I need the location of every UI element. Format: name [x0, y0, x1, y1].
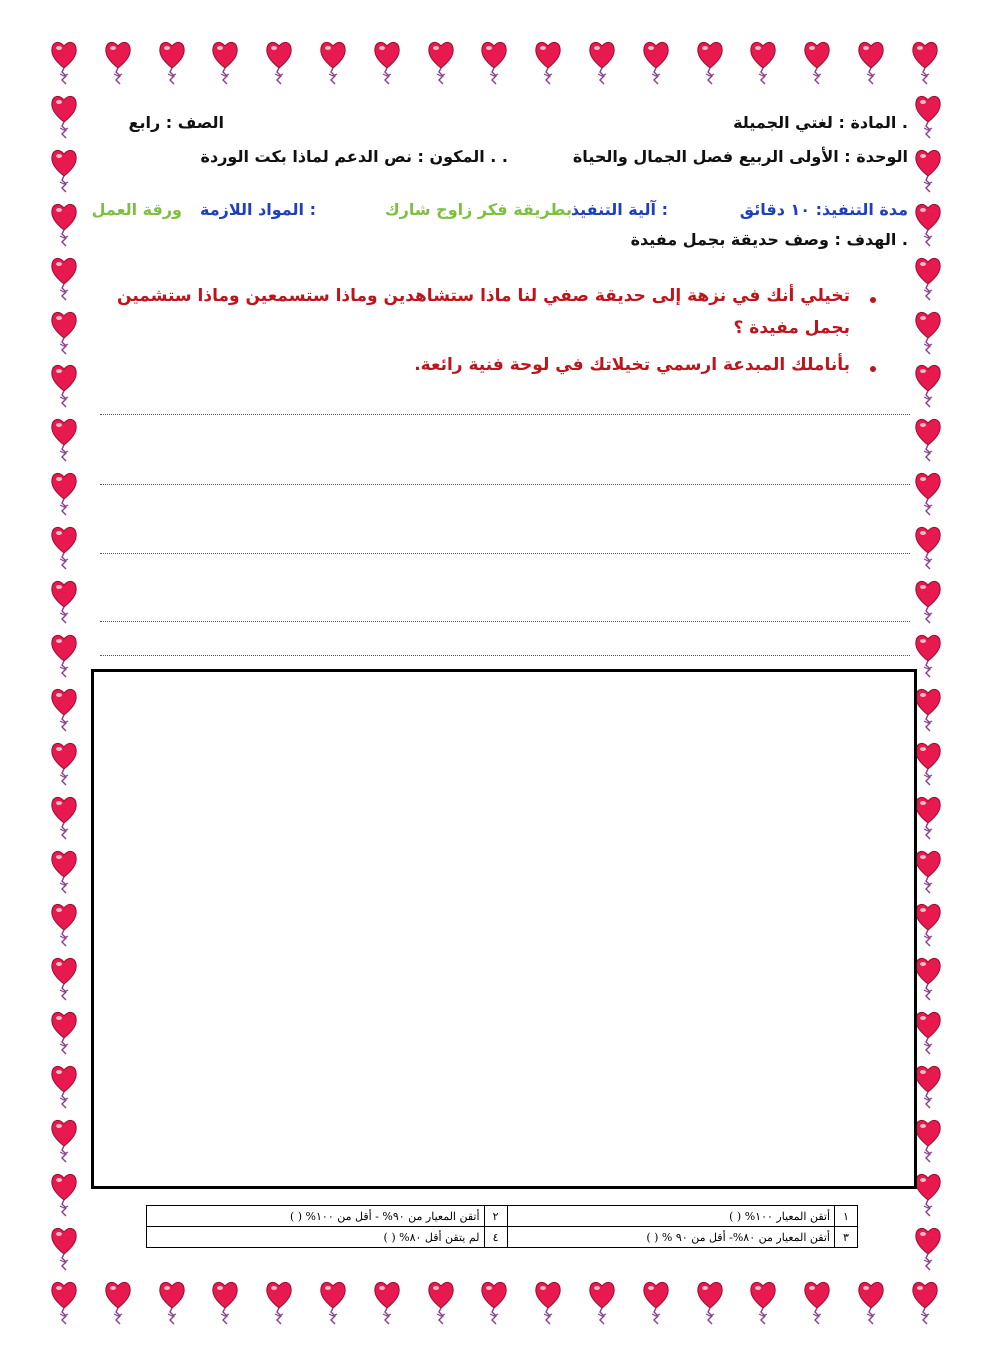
- heart-balloon-icon: [265, 1278, 293, 1328]
- rubric-number: ٣: [835, 1227, 858, 1248]
- heart-balloon-icon: [749, 1278, 777, 1328]
- heart-balloon-icon: [427, 1278, 455, 1328]
- rubric-criterion: أتقن المعيار من ٩٠% - أقل من ١٠٠% ( ): [147, 1206, 485, 1227]
- heart-balloon-icon: [480, 38, 508, 88]
- rubric-criterion: أتقن المعيار من ٨٠%- أقل من ٩٠ % ( ): [507, 1227, 834, 1248]
- drawing-box[interactable]: [91, 669, 917, 1189]
- heart-balloon-icon: [480, 1278, 508, 1328]
- goal-label: الهدف : وصف حديقة بجمل مفيدة .: [630, 230, 908, 249]
- materials-label: المواد اللازمة :: [200, 200, 316, 219]
- writing-line[interactable]: [100, 621, 910, 622]
- heart-balloon-icon: [914, 739, 942, 789]
- heart-balloon-icon: [50, 900, 78, 950]
- heart-balloon-icon: [749, 38, 777, 88]
- heart-balloon-icon: [534, 38, 562, 88]
- heart-balloon-icon: [914, 631, 942, 681]
- heart-balloon-icon: [911, 1278, 939, 1328]
- heart-balloon-icon: [50, 1278, 78, 1328]
- heart-balloon-icon: [50, 1224, 78, 1274]
- writing-line[interactable]: [100, 553, 910, 554]
- heart-balloon-icon: [914, 685, 942, 735]
- heart-balloon-icon: [857, 1278, 885, 1328]
- heart-balloon-icon: [373, 38, 401, 88]
- table-row: [147, 1227, 858, 1248]
- heart-balloon-icon: [914, 361, 942, 411]
- heart-balloon-icon: [914, 577, 942, 627]
- heart-balloon-icon: [50, 523, 78, 573]
- instruction-1: تخيلي أنك في نزهة إلى حديقة صفي لنا ماذا ستشاهدين وماذا ستسمعين وماذا ستشمين: [117, 286, 850, 306]
- heart-balloon-icon: [50, 793, 78, 843]
- heart-balloon-icon: [642, 1278, 670, 1328]
- heart-balloon-icon: [914, 415, 942, 465]
- bullet-dot-icon: [870, 297, 876, 303]
- heart-balloon-icon: [104, 1278, 132, 1328]
- heart-balloon-icon: [158, 38, 186, 88]
- heart-balloon-icon: [588, 1278, 616, 1328]
- heart-balloon-icon: [158, 1278, 186, 1328]
- heart-balloon-icon: [914, 1062, 942, 1112]
- heart-balloon-icon: [588, 38, 616, 88]
- heart-balloon-icon: [803, 1278, 831, 1328]
- heart-balloon-icon: [914, 1170, 942, 1220]
- heart-balloon-icon: [50, 38, 78, 88]
- heart-balloon-icon: [914, 469, 942, 519]
- heart-balloon-icon: [50, 361, 78, 411]
- heart-balloon-icon: [50, 954, 78, 1004]
- grade-label: الصف : رابع: [128, 113, 224, 132]
- rubric-table: [146, 1205, 858, 1248]
- rubric-criterion: لم يتقن أقل ٨٠% ( ): [147, 1227, 485, 1248]
- rubric-number: ٢: [484, 1206, 507, 1227]
- heart-balloon-icon: [911, 38, 939, 88]
- heart-balloon-icon: [373, 1278, 401, 1328]
- heart-balloon-icon: [50, 1008, 78, 1058]
- heart-balloon-icon: [803, 38, 831, 88]
- heart-balloon-icon: [914, 847, 942, 897]
- subject-label: المادة : لغتي الجميلة .: [733, 113, 908, 132]
- heart-balloon-icon: [914, 954, 942, 1004]
- component-label: المكون : نص الدعم لماذا بكت الوردة . .: [200, 147, 508, 166]
- heart-balloon-icon: [427, 38, 455, 88]
- heart-balloon-icon: [914, 793, 942, 843]
- heart-balloon-icon: [50, 469, 78, 519]
- heart-balloon-icon: [50, 308, 78, 358]
- rubric-number: ٤: [484, 1227, 507, 1248]
- heart-balloon-icon: [50, 146, 78, 196]
- heart-balloon-icon: [319, 38, 347, 88]
- heart-balloon-icon: [50, 254, 78, 304]
- mechanism-value: بطريقة فكر زاوج شارك: [384, 200, 572, 219]
- bullet-dot-icon: [870, 366, 876, 372]
- heart-balloon-icon: [50, 631, 78, 681]
- heart-balloon-icon: [50, 1170, 78, 1220]
- instruction-2: بأناملك المبدعة ارسمي تخيلاتك في لوحة فنية رائعة.: [414, 355, 850, 375]
- heart-balloon-icon: [50, 685, 78, 735]
- heart-balloon-icon: [914, 92, 942, 142]
- heart-balloon-icon: [50, 92, 78, 142]
- heart-balloon-icon: [696, 1278, 724, 1328]
- heart-balloon-icon: [914, 146, 942, 196]
- heart-balloon-icon: [50, 1116, 78, 1166]
- heart-balloon-icon: [104, 38, 132, 88]
- instruction-1-continued: بجمل مفيدة ؟: [733, 318, 850, 338]
- heart-balloon-icon: [319, 1278, 347, 1328]
- heart-balloon-icon: [914, 308, 942, 358]
- heart-balloon-icon: [211, 38, 239, 88]
- rubric-criterion: أتقن المعيار ١٠٠% ( ): [507, 1206, 834, 1227]
- duration-label: مدة التنفيذ: ١٠ دقائق: [739, 200, 908, 219]
- heart-balloon-icon: [265, 38, 293, 88]
- materials-value: ورقة العمل: [91, 200, 182, 219]
- heart-balloon-icon: [50, 847, 78, 897]
- mechanism-label: آلية التنفيذ :: [570, 200, 668, 219]
- heart-balloon-icon: [914, 1224, 942, 1274]
- heart-balloon-icon: [50, 577, 78, 627]
- heart-balloon-icon: [914, 200, 942, 250]
- writing-line[interactable]: [100, 655, 910, 656]
- heart-balloon-icon: [211, 1278, 239, 1328]
- heart-balloon-icon: [50, 415, 78, 465]
- heart-balloon-icon: [914, 900, 942, 950]
- heart-balloon-icon: [50, 1062, 78, 1112]
- heart-balloon-icon: [696, 38, 724, 88]
- heart-balloon-icon: [914, 1008, 942, 1058]
- heart-balloon-icon: [914, 1116, 942, 1166]
- writing-line[interactable]: [100, 414, 910, 415]
- heart-balloon-icon: [534, 1278, 562, 1328]
- heart-balloon-icon: [50, 739, 78, 789]
- heart-balloon-icon: [914, 523, 942, 573]
- heart-balloon-icon: [642, 38, 670, 88]
- heart-balloon-icon: [914, 254, 942, 304]
- table-row: [147, 1206, 858, 1227]
- heart-balloon-icon: [857, 38, 885, 88]
- unit-label: الوحدة : الأولى الربيع فصل الجمال والحياة: [572, 147, 908, 166]
- heart-balloon-icon: [50, 200, 78, 250]
- writing-line[interactable]: [100, 484, 910, 485]
- rubric-number: ١: [835, 1206, 858, 1227]
